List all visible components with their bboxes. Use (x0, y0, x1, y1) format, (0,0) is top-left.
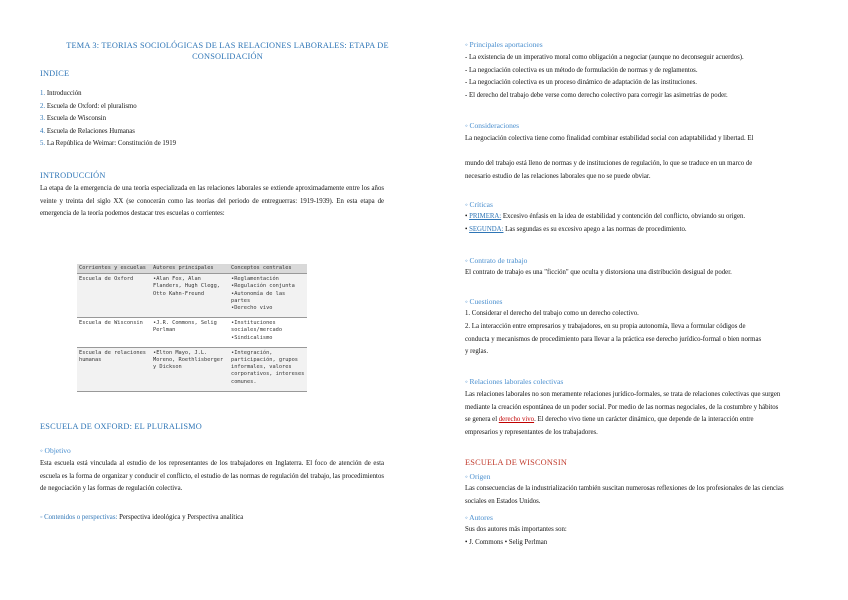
contenidos-line (40, 514, 243, 521)
consideraciones-label: ◦ Consideraciones (465, 121, 520, 130)
indice-heading: INDICE (40, 69, 70, 78)
list-item: • PRIMERA: Excesivo énfasis en la idea de estabilidad y contención del conflicto, obviando su origen. (465, 211, 815, 224)
objetivo-label: ◦ Objetivo (40, 446, 71, 455)
table-cell: •Reglamentación •Regulación conjunta •Autonomía de las partes •Derecho vivo (229, 274, 307, 318)
table-row (77, 274, 307, 318)
table-header: Autores principales (151, 264, 229, 274)
consideraciones-paragraph-1: La negociación colectiva tiene como finalidad combinar estabilidad social con adaptabilidad y libertad. El (465, 135, 754, 142)
table-header-row (77, 264, 307, 274)
indice-item: 3. Escuela de Wisconsin (40, 115, 107, 123)
table-cell: •Elton Mayo, J.L. Moreno, Roethlisberger y Dickson (151, 347, 229, 391)
indice-item: 1. Introducción (40, 90, 82, 97)
cuestiones-label: ◦ Cuestiones (465, 297, 503, 306)
contrato-paragraph: El contrato de trabajo es una "ficción" que oculta y distorsiona una distribución desigual de poder. (465, 269, 732, 276)
list-item: - La existencia de un imperativo moral como obligación a negociar (aunque no deconseguir acuerdos). (465, 54, 744, 61)
table-row (77, 318, 307, 348)
list-item: - La negociación colectiva es un método de formulación de normas y de reglamentos. (465, 66, 698, 74)
table-cell: •Instituciones sociales/mercado •Sindicalismo (229, 318, 307, 348)
origen-label: ◦ Origen (465, 472, 491, 481)
autores-list: • J. Commons • Selig Perlman (465, 539, 548, 546)
origen-paragraph: Las consecuencias de la industrialización también suscitan numerosas reflexiones de los profesionales de las ciencias sociales en Estados Unidos. (465, 485, 784, 505)
wisconsin-heading: ESCUELA DE WISCONSIN (465, 458, 568, 467)
schools-table (77, 264, 307, 392)
aportaciones-list (465, 52, 815, 102)
aportaciones-label: ◦ Principales aportaciones (465, 40, 543, 49)
contenidos-text: Perspectiva ideológica y Perspectiva analítica (119, 514, 244, 521)
objetivo-paragraph: Esta escuela está vinculada al estudio de los representantes de los trabajadores en Inglaterra. El foco de atención de esta escuela es la forma de organizar y conducir el conflicto, el estudio de las normas de regulación del trabajo, las procedimientos de negociación y las formas de regulación colectiva. (40, 460, 384, 493)
list-item: - La negociación colectiva es un proceso dinámico de adaptación de las instituciones. (465, 79, 697, 87)
cuestiones-item-2: 2. La interacción entre empresarios y trabajadores, en su propia autonomía, lleva a formular códigos de conducta y mecanismos de procedimiento para llevar a la práctica ese derecho jurídico-formal o bien normas y reglas. (465, 323, 762, 356)
table-cell: Escuela de Oxford (77, 274, 151, 318)
list-item: - El derecho del trabajo debe verse como derecho colectivo para corregir las asimetrías de poder. (465, 91, 728, 99)
autores-label: ◦ Autores (465, 513, 493, 522)
intro-heading: INTRODUCCIÓN (40, 171, 106, 180)
autores-paragraph: Sus dos autores más importantes son: (465, 526, 567, 533)
indice-item: 5. La República de Weimar: Constitución de 1919 (40, 140, 177, 148)
table-cell: •Alan Fox, Alan Flanders, Hugh Clegg, Otto Kahn-Freund (151, 274, 229, 318)
table-row (77, 347, 307, 391)
criticas-label: ◦ Críticas (465, 200, 493, 209)
table-header: Conceptos centrales (229, 264, 307, 274)
list-item: • SEGUNDA: Las segundas es su excesivo apego a las normas de procedimiento. (465, 224, 815, 237)
contrato-label: ◦ Contrato de trabajo (465, 256, 528, 265)
indice-list (40, 88, 176, 151)
table-cell: •J.R. Commons, Selig Perlman (151, 318, 229, 348)
table-header: Corrientes y escuelas (77, 264, 151, 274)
indice-item: 4. Escuela de Relaciones Humanas (40, 127, 135, 135)
consideraciones-paragraph-2: mundo del trabajo está lleno de normas y de instituciones de regulación, lo que se traduce en un marco de necesario estudio de las relaciones laborales que no se puede obviar. (465, 160, 753, 180)
relaciones-paragraph: Las relaciones laborales no son meramente relaciones jurídico-formales, se trata de relaciones colectivas que surgen mediante la creación espontánea de un poder social. Por medio de las normas negociales, de la costumbre y hábitos se genera el derecho vivo. El derecho vivo tiene un carácter dinámico, que depende de la interacción entre empresarios y representantes de los trabajadores. (465, 391, 781, 436)
contenidos-label: ◦ Contenidos o perspectivas: (40, 514, 118, 521)
table-cell: Escuela de Wisconsin (77, 318, 151, 348)
cuestiones-item-1: 1. Considerar el derecho del trabajo como un derecho colectivo. (465, 310, 639, 317)
relaciones-label: ◦ Relaciones laborales colectivas (465, 377, 564, 386)
oxford-heading: ESCUELA DE OXFORD: EL PLURALISMO (40, 422, 202, 431)
criticas-list (465, 211, 815, 236)
table-cell: Escuela de relaciones humanas (77, 347, 151, 391)
indice-item: 2. Escuela de Oxford: el pluralismo (40, 102, 137, 110)
document-title: TEMA 3: TEORIAS SOCIOLÓGICAS DE LAS RELACIONES LABORALES: ETAPA DE CONSOLIDACIÓN (66, 41, 389, 61)
table-cell: •Integración, participación, grupos informales, valores corporativos, intereses comunes. (229, 347, 307, 391)
intro-paragraph: La etapa de la emergencia de una teoría especializada en las relaciones laborales se extiende aproximadamente entre los años veinte y treinta del siglo XX (se conocerán como las teorías del periodo de entreguerras: 1919-1939). En esta etapa de emergencia de la teoría podemos destacar tres escuelas o corrientes: (40, 185, 384, 218)
